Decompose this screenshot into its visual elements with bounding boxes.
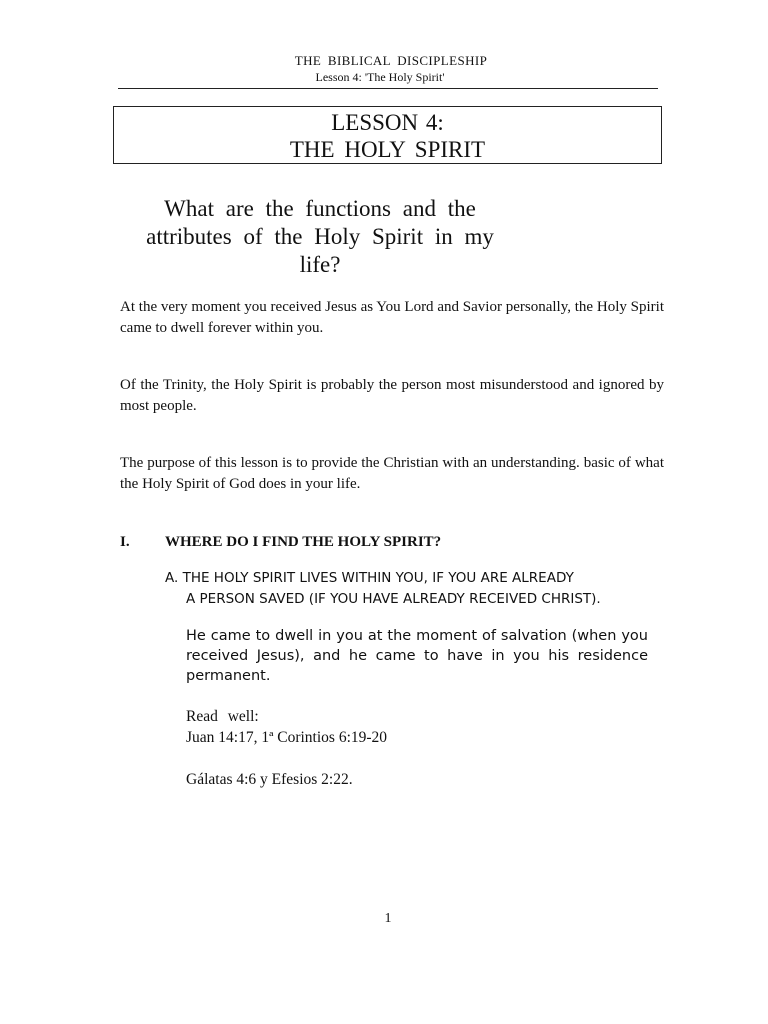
- subsection-a-body: He came to dwell in you at the moment of salvation (when you received Jesus), and he came to have in you his residence permanent.: [186, 628, 648, 684]
- lesson-question: What are the functions and the attributes of the Holy Spirit in my life?: [146, 196, 494, 277]
- running-header-title: THE BIBLICAL DISCIPLESHIP: [294, 53, 488, 68]
- page-number: 1: [384, 911, 392, 926]
- lesson-title-box: [113, 106, 662, 164]
- intro-paragraph-2: Of the Trinity, the Holy Spirit is probably the person most misunderstood and ignored by most people.: [120, 377, 664, 414]
- scripture-references: [186, 706, 387, 790]
- running-header-subtitle: Lesson 4: 'The Holy Spirit': [315, 70, 445, 84]
- lesson-title: THE HOLY SPIRIT: [289, 137, 486, 162]
- header-rule: [118, 88, 658, 89]
- subsection-a-heading: [165, 568, 665, 610]
- lesson-number: LESSON 4:: [331, 110, 444, 135]
- read-label: Read well:: [186, 708, 259, 725]
- scripture-refs-line-2: Gálatas 4:6 y Efesios 2:22.: [186, 771, 353, 788]
- intro-paragraph-3: The purpose of this lesson is to provide the Christian with an understanding. basic of what the Holy Spirit of God does in your life.: [120, 455, 664, 492]
- subsection-a-line-1: A. THE HOLY SPIRIT LIVES WITHIN YOU, IF YOU ARE ALREADY: [165, 570, 574, 586]
- section-heading: WHERE DO I FIND THE HOLY SPIRIT?: [165, 534, 442, 550]
- section-number: I.: [120, 534, 130, 550]
- subsection-a-line-2: A PERSON SAVED (IF YOU HAVE ALREADY RECEIVED CHRIST).: [186, 591, 601, 607]
- scripture-refs-line-1: Juan 14:17, 1ª Corintios 6:19-20: [186, 729, 388, 746]
- intro-paragraph-1: At the very moment you received Jesus as You Lord and Savior personally, the Holy Spirit came to dwell forever within you.: [120, 299, 664, 336]
